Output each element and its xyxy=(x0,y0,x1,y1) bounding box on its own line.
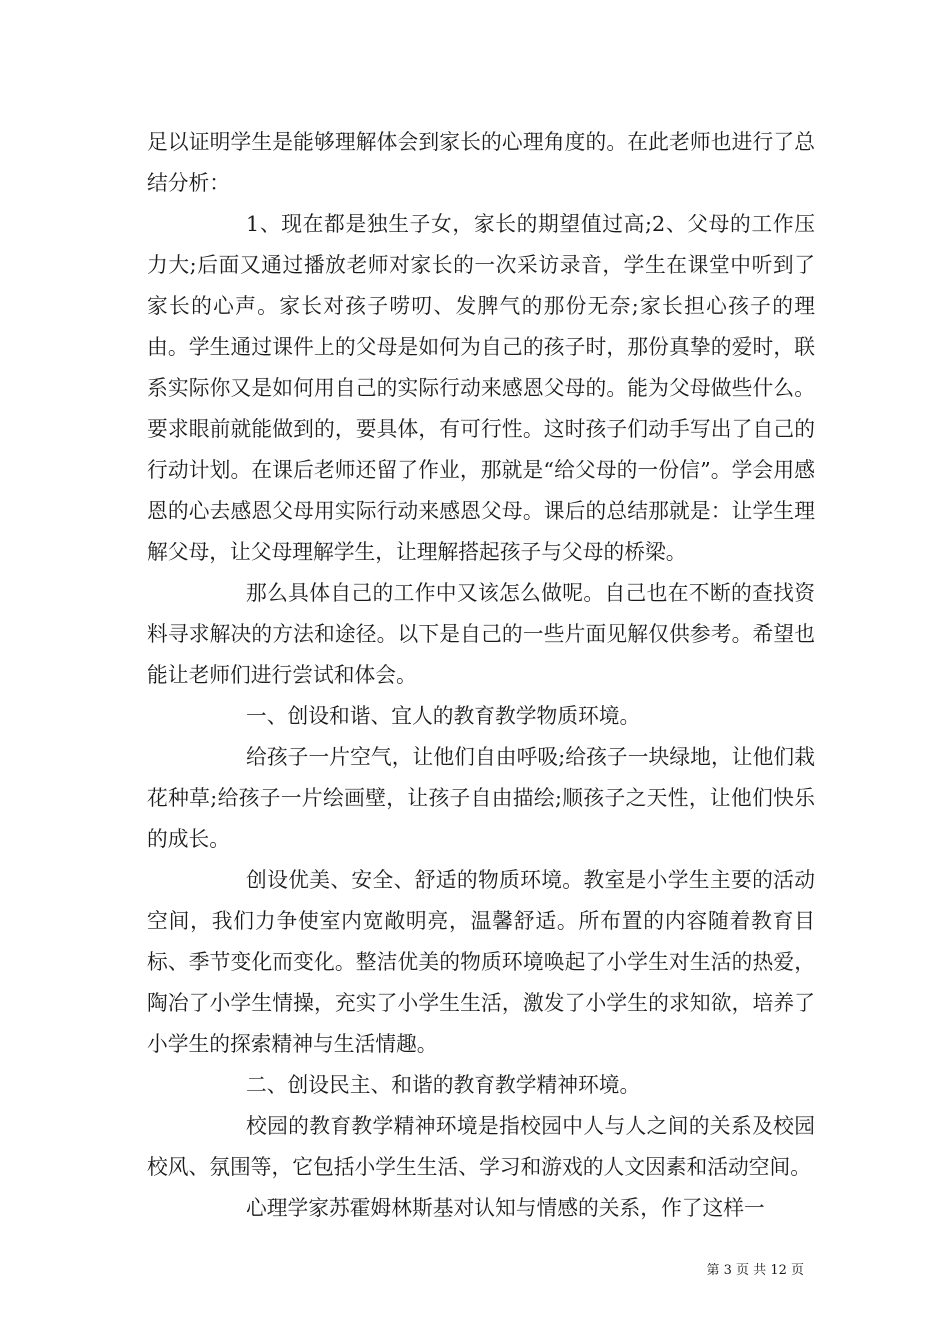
paragraph-1: 足以证明学生是能够理解体会到家长的心理角度的。在此老师也进行了总结分析： xyxy=(147,130,815,195)
page-number-footer: 第 3 页 共 12 页 xyxy=(706,1263,804,1278)
paragraph-6: 校园的教育教学精神环境是指校园中人与人之间的关系及校园校风、氛围等，它包括小学生生活、学习和游戏的人文因素和活动空间。 xyxy=(147,1114,815,1179)
paragraph-5: 创设优美、安全、舒适的物质环境。教室是小学生主要的活动空间，我们力争使室内宽敞明亮，温馨舒适。所布置的内容随着教育目标、季节变化而变化。整洁优美的物质环境唤起了小学生对生活的热爱，陶冶了小学生情操，充实了小学生生活，激发了小学生的求知欲，培养了小学生的探索精神与生活情趣。 xyxy=(147,868,815,1056)
paragraph-4: 给孩子一片空气，让他们自由呼吸;给孩子一块绿地，让他们栽花种草;给孩子一片绘画壁，让孩子自由描绘;顺孩子之天性，让他们快乐的成长。 xyxy=(147,745,815,851)
section-heading-2: 二、创设民主、和谐的教育教学精神环境。 xyxy=(246,1073,641,1097)
document-body xyxy=(147,122,815,1229)
paragraph-7: 心理学家苏霍姆林斯基对认知与情感的关系，作了这样一 xyxy=(246,1196,765,1220)
paragraph-2: 1、现在都是独生子女，家长的期望值过高;2、父母的工作压力大;后面又通过播放老师对家长的一次采访录音，学生在课堂中听到了家长的心声。家长对孩子唠叨、发脾气的那份无奈;家长担心孩子的理由。学生通过课件上的父母是如何为自己的孩子时，那份真挚的爱时，联系实际你又是如何用自己的实际行动来感恩父母的。能为父母做些什么。要求眼前就能做到的，要具体，有可行性。这时孩子们动手写出了自己的行动计划。在课后老师还留了作业，那就是“给父母的一份信”。学会用感恩的心去感恩父母用实际行动来感恩父母。课后的总结那就是：让学生理解父母，让父母理解学生，让理解搭起孩子与父母的桥梁。 xyxy=(147,212,815,564)
paragraph-3: 那么具体自己的工作中又该怎么做呢。自己也在不断的查找资料寻求解决的方法和途径。以下是自己的一些片面见解仅供参考。希望也能让老师们进行尝试和体会。 xyxy=(147,581,815,687)
section-heading-1: 一、创设和谐、宜人的教育教学物质环境。 xyxy=(246,704,641,728)
